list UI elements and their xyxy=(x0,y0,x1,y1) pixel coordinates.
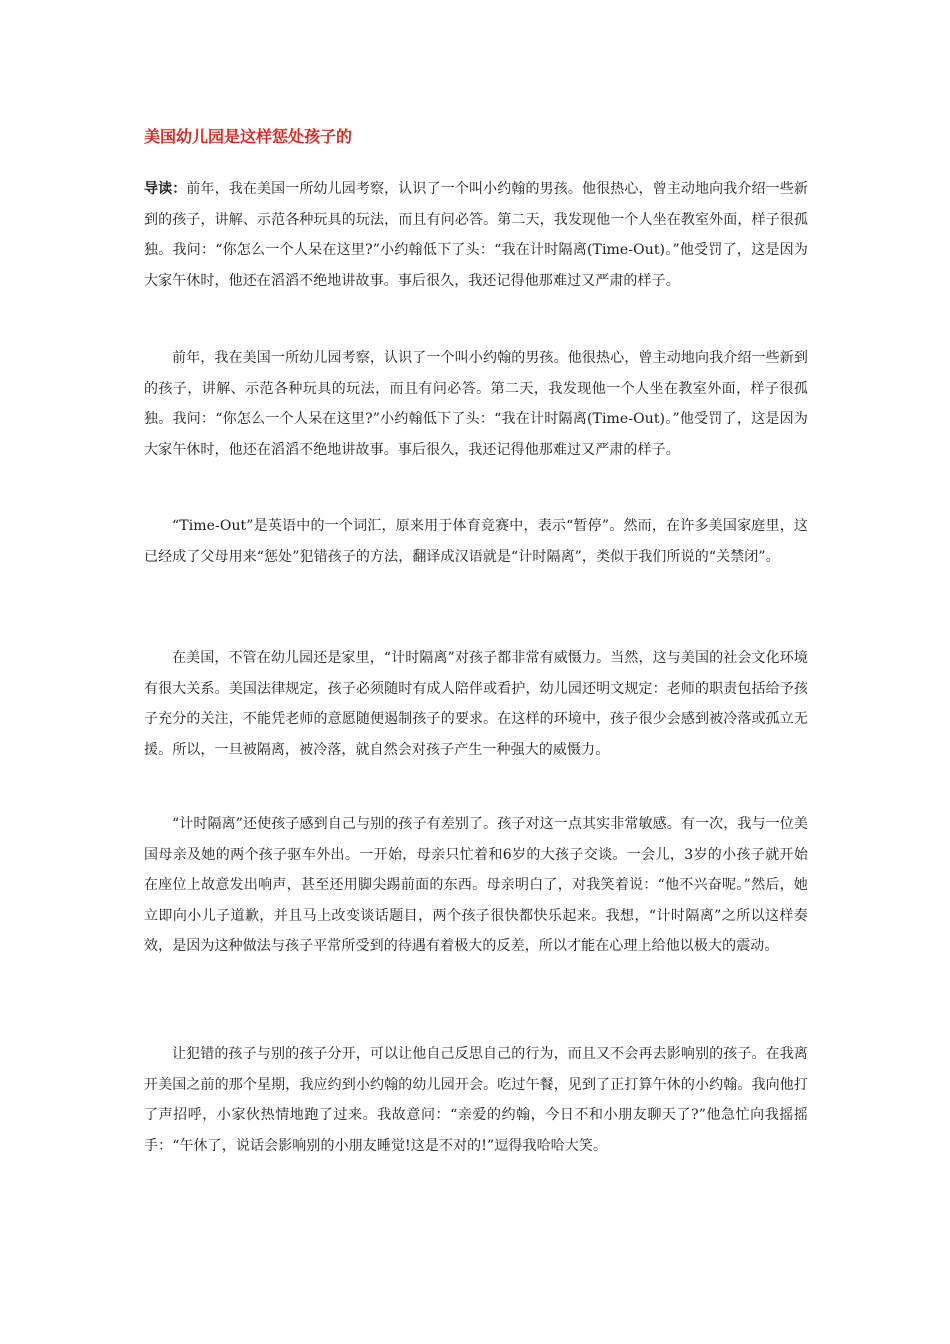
lead-paragraph xyxy=(144,174,808,296)
article-title: 美国幼儿园是这样惩处孩子的 xyxy=(144,127,353,146)
lead-text: 前年，我在美国一所幼儿园考察，认识了一个叫小约翰的男孩。他很热心，曾主动地向我介绍一些新到的孩子，讲解、示范各种玩具的玩法，而且有问必答。第二天，我发现他一个人坐在教室外面，样子很孤独。我问：“你怎么一个人呆在这里?”小约翰低下了头：“我在计时隔离(Time-Out)。”他受罚了，这是因为大家午休时，他还在滔滔不绝地讲故事。事后很久，我还记得他那难过又严肃的样子。 xyxy=(144,181,808,289)
body-paragraph-5: 让犯错的孩子与别的孩子分开，可以让他自己反思自己的行为，而且又不会再去影响别的孩子。在我离开美国之前的那个星期，我应约到小约翰的幼儿园开会。吃过午餐，见到了正打算午休的小约翰。我向他打了声招呼，小家伙热情地跑了过来。我故意问：“亲爱的约翰，今日不和小朋友聊天了?”他急忙向我摇摇手：“午休了，说话会影响别的小朋友睡觉!这是不对的!”逗得我哈哈大笑。 xyxy=(144,1046,808,1154)
body-paragraph-2: “Time-Out”是英语中的一个词汇，原来用于体育竞赛中，表示“暂停”。然而，在许多美国家庭里，这已经成了父母用来“惩处”犯错孩子的方法，翻译成汉语就是“计时隔离”，类似于我们所说的“关禁闭”。 xyxy=(144,518,808,565)
body-paragraph-3: 在美国，不管在幼儿园还是家里，“计时隔离”对孩子都非常有威慑力。当然，这与美国的社会文化环境有很大关系。美国法律规定，孩子必须随时有成人陪伴或看护，幼儿园还明文规定：老师的职责包括给予孩子充分的关注，不能凭老师的意愿随便遏制孩子的要求。在这样的环境中，孩子很少会感到被冷落或孤立无援。所以，一旦被隔离，被冷落，就自然会对孩子产生一种强大的威慑力。 xyxy=(144,650,808,758)
body-paragraph-4: “计时隔离”还使孩子感到自己与别的孩子有差别了。孩子对这一点其实非常敏感。有一次，我与一位美国母亲及她的两个孩子驱车外出。一开始，母亲只忙着和6岁的大孩子交谈。一会儿，3岁的小孩子就开始在座位上故意发出响声，甚至还用脚尖踢前面的东西。母亲明白了，对我笑着说：“他不兴奋呢。”然后，她立即向小儿子道歉，并且马上改变谈话题目，两个孩子很快都快乐起来。我想，“计时隔离”之所以这样奏效，是因为这种做法与孩子平常所受到的待遇有着极大的反差，所以才能在心理上给他以极大的震动。 xyxy=(144,816,808,954)
body-paragraph-1: 前年，我在美国一所幼儿园考察，认识了一个叫小约翰的男孩。他很热心，曾主动地向我介绍一些新到的孩子，讲解、示范各种玩具的玩法，而且有问必答。第二天，我发现他一个人坐在教室外面，样子很孤独。我问：“你怎么一个人呆在这里?”小约翰低下了头：“我在计时隔离(Time-Out)。”他受罚了，这是因为大家午休时，他还在滔滔不绝地讲故事。事后很久，我还记得他那难过又严肃的样子。 xyxy=(144,350,808,458)
lead-label: 导读： xyxy=(144,181,187,197)
